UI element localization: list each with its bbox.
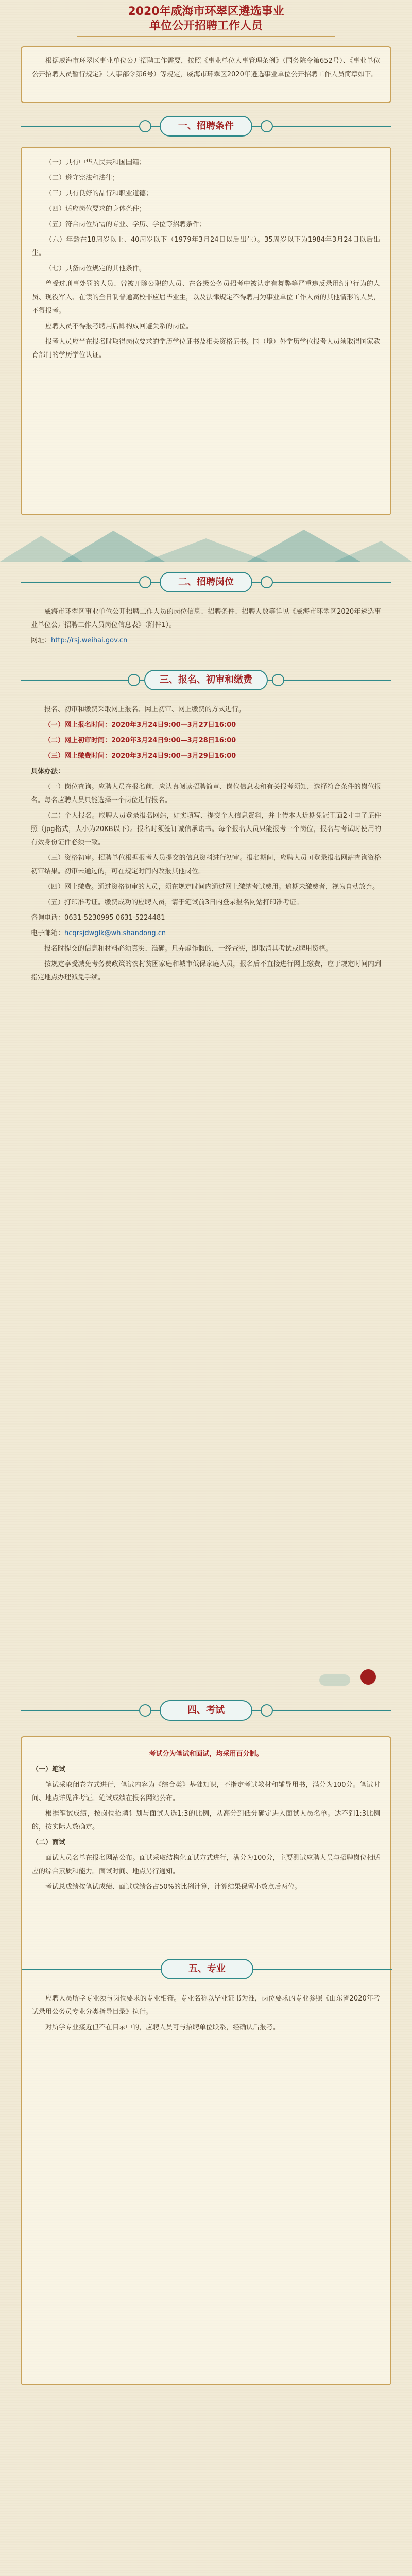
- schedule-item: （一）网上报名时间：2020年3月24日9:00—3月27日16:00: [44, 721, 236, 729]
- seal-icon: [360, 1669, 376, 1685]
- interview-paragraph: 考试总成绩按笔试成绩、面试成绩各占50%的比例计算，计算结果保留小数点后两位。: [45, 1883, 301, 1891]
- title-divider: [77, 36, 335, 37]
- major-paragraph: 对所学专业接近但不在目录中的，应聘人员可与招聘单位联系，经确认后报考。: [45, 2024, 280, 2031]
- section-3-subheading: 具体办法：: [31, 768, 65, 775]
- email-label: 电子邮箱：: [31, 929, 65, 937]
- ornament-right: [261, 1704, 273, 1717]
- section-title-5: 五、专业: [161, 1959, 253, 1979]
- section-header-5: [1, 1954, 412, 1985]
- procedure-paragraph: （五）打印准考证。缴费成功的应聘人员，请于笔试前3日内登录报名网站打印准考证。: [44, 899, 303, 906]
- interview-paragraph: 面试人员名单在报名网站公布。面试采取结构化面试方式进行，满分为100分，主要测试应聘人员与招聘岗位相适应的综合素质和能力。面试时间、地点另行通知。: [32, 1854, 380, 1875]
- condition-item: （四）适应岗位要求的身体条件；: [45, 205, 146, 213]
- procedure-paragraph: （三）资格初审。招聘单位根据报考人员提交的信息资料进行初审。报名期间，应聘人员可登录报名网站查询资格初审结果。初审未通过的，可在规定时间内改报其他岗位。: [31, 854, 381, 875]
- written-exam-paragraph: 根据笔试成绩，按岗位招聘计划与面试人选1:3的比例，从高分到低分确定进入面试人员名单。达不到1:3比例的，按实际人数确定。: [32, 1810, 380, 1831]
- cloud-ornament: [319, 1674, 350, 1686]
- section-header-1: [0, 111, 412, 142]
- section-title-2: 二、招聘岗位: [160, 572, 252, 592]
- condition-item: （三）具有良好的品行和职业道德；: [45, 190, 153, 197]
- title-line-1: 2020年威海市环翠区遴选事业: [128, 5, 284, 18]
- condition-item: 报考人员应当在报名时取得岗位要求的学历学位证书及相关资格证书。国（境）外学历学位报考人员须取得国家教育部门的学历学位认证。: [32, 338, 381, 359]
- procedure-paragraph: （二）个人报名。应聘人员登录报名网站，如实填写、提交个人信息资料，并上传本人近期免冠正面2寸电子证件照（jpg格式，大小为20KB以下）。报名时须签订诚信承诺书。每个报名人员只能报考一个岗位，报名与考试时使用的有效身份证件必须一致。: [31, 812, 381, 846]
- condition-item: （一）具有中华人民共和国国籍；: [45, 159, 146, 166]
- section-title-4: 四、考试: [160, 1700, 252, 1721]
- section-header-4: [0, 1695, 412, 1726]
- section-title-3: 三、报名、初审和缴费: [144, 670, 268, 690]
- condition-item: 应聘人员不得报考聘用后即构成回避关系的岗位。: [45, 323, 193, 330]
- section-1-text: [32, 156, 380, 364]
- condition-item: （六）年龄在18周岁以上、40周岁以下（1979年3月24日以后出生）。35周岁以下为1984年3月24日以后出生。: [32, 236, 380, 257]
- section-header-3: [0, 665, 412, 696]
- section-1-panel: [21, 147, 391, 515]
- section-2-url-line: [31, 634, 381, 648]
- phone-numbers: 0631-5230995 0631-5224481: [64, 914, 165, 922]
- condition-item: （五）符合岗位所需的专业、学历、学位等招聘条件；: [45, 221, 207, 228]
- exam-summary: 考试分为笔试和面试，均采用百分制。: [149, 1750, 263, 1758]
- condition-item: （七）具备岗位规定的其他条件。: [45, 265, 146, 273]
- ornament-right: [261, 576, 273, 588]
- ornament-left: [139, 1704, 151, 1717]
- major-paragraph: 应聘人员所学专业须与岗位要求的专业相符。专业名称以毕业证书为准，岗位要求的专业参照《山东省2020年考试录用公务员专业分类指导目录》执行。: [32, 1995, 380, 2016]
- intro-panel: [21, 46, 391, 103]
- interview-heading: （二）面试: [32, 1839, 66, 1846]
- consult-phone-line: [31, 911, 381, 925]
- section-5-text: [32, 1992, 380, 2037]
- intro-text-block: [32, 55, 380, 83]
- title-line-2: 单位公开招聘工作人员: [149, 20, 263, 32]
- recruit-website-link[interactable]: http://rsj.weihai.gov.cn: [51, 637, 128, 645]
- intro-paragraph: 根据威海市环翠区事业单位公开招聘工作需要，按照《事业单位人事管理条例》（国务院令第652号）、《事业单位公开招聘人员暂行规定》（人事部令第6号）等规定，威海市环翠区2020年遴选事业单位公开招聘工作人员简章如下。: [32, 57, 380, 78]
- section-3-tail: 报名时提交的信息和材料必须真实、准确。凡弄虚作假的，一经查实，即取消其考试或聘用资格。: [44, 945, 333, 953]
- ornament-left: [139, 120, 151, 132]
- section-header-2: [0, 567, 412, 598]
- url-label: 网址：: [31, 637, 52, 645]
- procedure-paragraph: （一）岗位查询。应聘人员在报名前，应认真阅读招聘简章、岗位信息表和有关报考须知，选择符合条件的岗位报名。每名应聘人员只能选择一个岗位进行报名。: [31, 783, 381, 804]
- consult-email-line: [31, 927, 381, 940]
- schedule-item: （三）网上缴费时间：2020年3月24日9:00—3月29日16:00: [44, 752, 236, 760]
- schedule-item: （二）网上初审时间：2020年3月24日9:00—3月28日16:00: [44, 737, 236, 744]
- condition-item: 曾受过刑事处罚的人员、曾被开除公职的人员、在各级公务员招考中被认定有舞弊等严重违反录用纪律行为的人员、现役军人、在读的全日制普通高校非应届毕业生，以及法律规定不得聘用为事业单位工作人员的其他情形的人员，不得报考。: [32, 280, 381, 315]
- section-title-1: 一、招聘条件: [160, 116, 252, 137]
- ornament-right: [272, 674, 284, 686]
- section-2-paragraph: 威海市环翠区事业单位公开招聘工作人员的岗位信息、招聘条件、招聘人数等详见《威海市环翠区2020年遴选事业单位公开招聘工作人员岗位信息表》（附件1）。: [31, 608, 381, 629]
- ornament-left: [139, 576, 151, 588]
- section-3-text: [31, 703, 381, 987]
- written-exam-heading: （一）笔试: [32, 1766, 66, 1773]
- phone-label: 咨询电话：: [31, 914, 65, 922]
- written-exam-paragraph: 笔试采取闭卷方式进行，笔试内容为《综合类》基础知识，不指定考试教材和辅导用书，满分为100分。笔试时间、地点详见准考证。笔试成绩在报名网站公布。: [32, 1781, 380, 1802]
- email-link[interactable]: hcqrsjdwglk@wh.shandong.cn: [64, 929, 166, 937]
- section-3-tail: 按规定享受减免考务费政策的农村贫困家庭和城市低保家庭人员，报名后不直接进行网上缴费，应于规定时间内到指定地点办理减免手续。: [31, 960, 381, 981]
- exam-panel: [21, 1736, 391, 2385]
- section-4-text: [32, 1748, 380, 1896]
- ornament-left: [128, 674, 140, 686]
- ornament-right: [261, 120, 273, 132]
- condition-item: （二）遵守宪法和法律；: [45, 174, 119, 182]
- section-2-text: [31, 605, 381, 650]
- section-3-intro: 报名、初审和缴费采取网上报名、网上初审、网上缴费的方式进行。: [44, 706, 246, 714]
- mountain-ornament: [0, 526, 412, 562]
- procedure-paragraph: （四）网上缴费。通过资格初审的人员，须在规定时间内通过网上缴纳考试费用。逾期未缴费者，视为自动放弃。: [44, 883, 380, 891]
